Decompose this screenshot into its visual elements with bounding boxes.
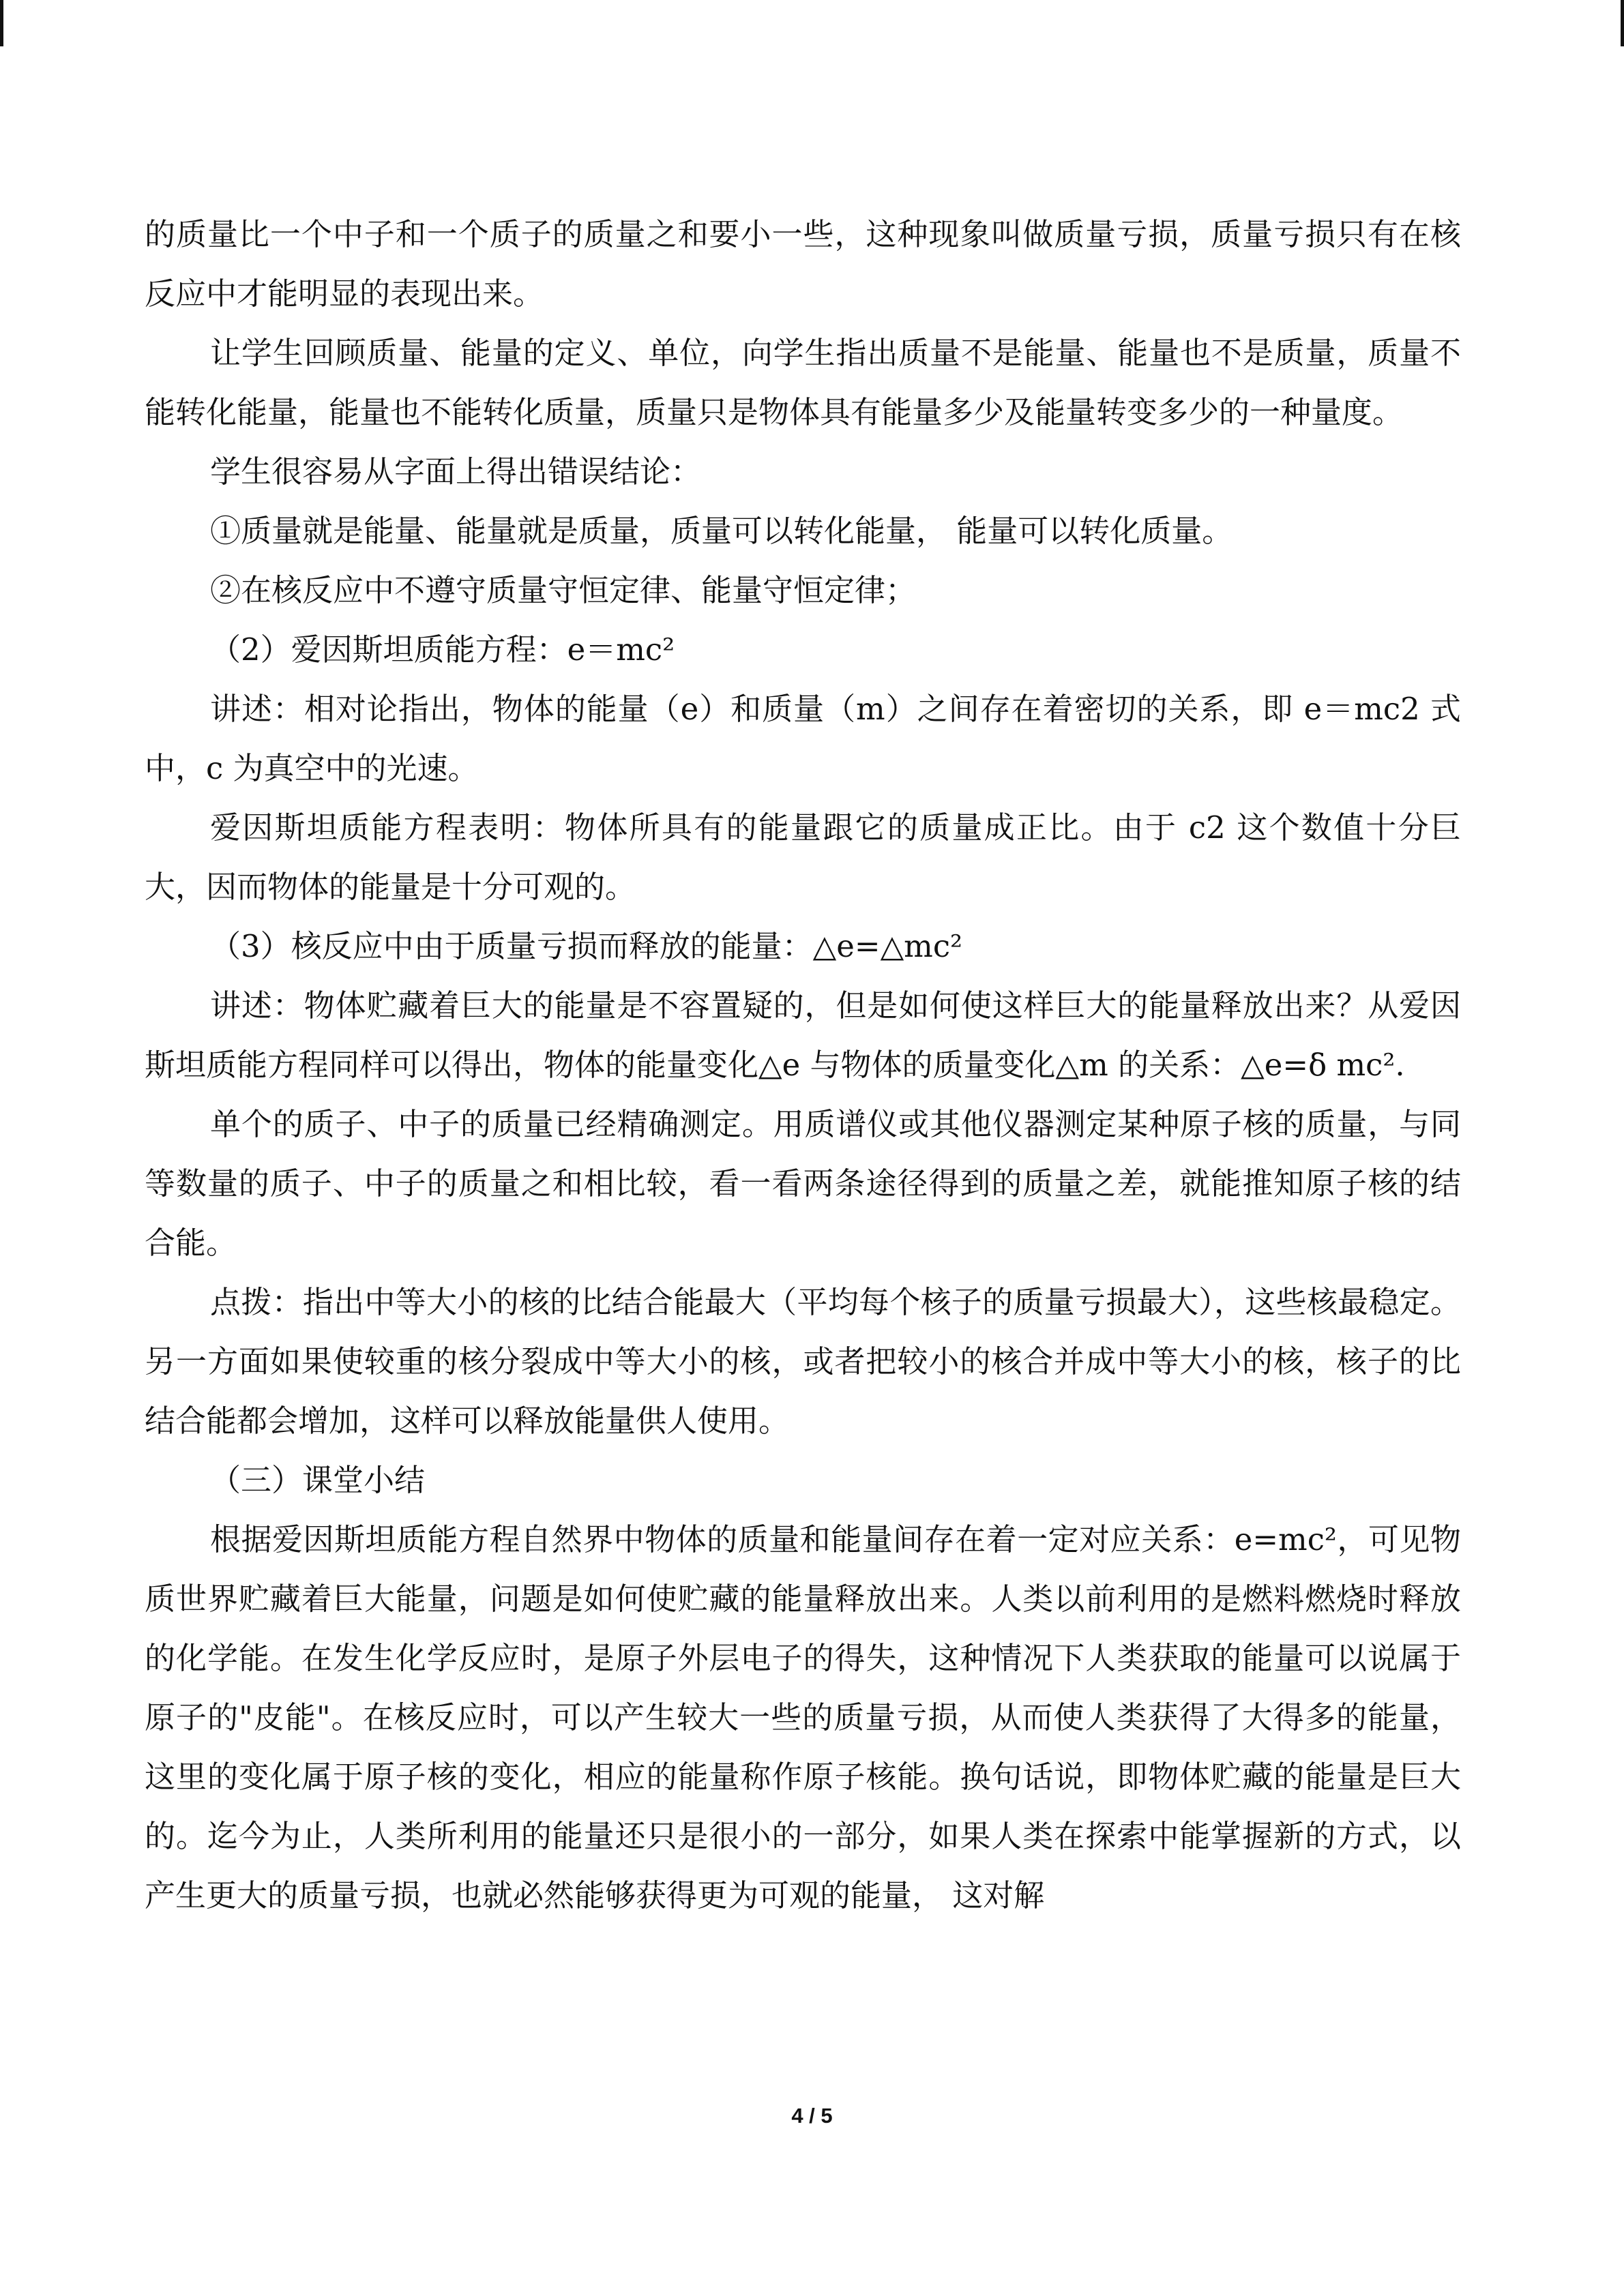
page-number: 4 / 5 <box>791 2104 833 2128</box>
list-item-misconception-2: ②在核反应中不遵守质量守恒定律、能量守恒定律； <box>210 572 917 608</box>
paragraph-misconception-intro: 学生很容易从字面上得出错误结论： <box>210 453 702 490</box>
paragraph-equation-meaning: 爱因斯坦质能方程表明：物体所具有的能量跟它的质量成正比。由于 c2 这个数值十分巨大，因而物体的能量是十分可观的。 <box>145 809 1461 905</box>
paragraph-key-point: 点拨：指出中等大小的核的比结合能最大（平均每个核子的质量亏损最大），这些核最稳定。另一方面如果使较重的核分裂成中等大小的核，或者把较小的核合并成中等大小的核，核子的比结合能都会增加，这样可以释放能量供人使用。 <box>145 1284 1461 1439</box>
paragraph-summary: 根据爱因斯坦质能方程自然界中物体的质量和能量间存在着一定对应关系：e=mc²，可见物质世界贮藏着巨大能量，问题是如何使贮藏的能量释放出来。人类以前利用的是燃料燃烧时释放的化学能。在发生化学反应时，是原子外层电子的得失，这种情况下人类获取的能量可以说属于原子的"皮能"。在核反应时，可以产生较大一些的质量亏损，从而使人类获得了大得多的能量，这里的变化属于原子核的变化，相应的能量称作原子核能。换句话说，即物体贮藏的能量是巨大的。迄今为止，人类所利用的能量还只是很小的一部分，如果人类在探索中能掌握新的方式，以产生更大的质量亏损，也就必然能够获得更为可观的能量， 这对解 <box>145 1521 1461 1913</box>
section-heading-summary: （三）课堂小结 <box>210 1462 426 1498</box>
paragraph-relativity-explanation: 讲述：相对论指出，物体的能量（e）和质量（m）之间存在着密切的关系，即 e＝mc2 式中，c 为真空中的光速。 <box>145 691 1461 786</box>
paragraph-binding-energy: 单个的质子、中子的质量已经精确测定。用质谱仪或其他仪器测定某种原子核的质量，与同等数量的质子、中子的质量之和相比较，看一看两条途径得到的质量之差，就能推知原子核的结合能。 <box>145 1106 1461 1261</box>
section-heading-released-energy: （3）核反应中由于质量亏损而释放的能量：△e=△mc² <box>210 928 963 964</box>
list-item-misconception-1: ①质量就是能量、能量就是质量，质量可以转化能量， 能量可以转化质量。 <box>210 513 1233 549</box>
paragraph-energy-release: 讲述：物体贮藏着巨大的能量是不容置疑的，但是如何使这样巨大的能量释放出来？从爱因斯坦质能方程同样可以得出，物体的能量变化△e 与物体的质量变化△m 的关系：△e=δ mc². <box>145 987 1461 1083</box>
section-heading-einstein-equation: （2）爱因斯坦质能方程：e＝mc² <box>210 631 675 668</box>
paragraph-continuation: 的质量比一个中子和一个质子的质量之和要小一些，这种现象叫做质量亏损，质量亏损只有在核反应中才能明显的表现出来。 <box>145 216 1461 312</box>
page-corner-mark-right <box>1621 0 1624 46</box>
page-corner-mark-left <box>0 0 3 46</box>
document-body <box>145 205 1461 1925</box>
paragraph-mass-energy-definitions: 让学生回顾质量、能量的定义、单位，向学生指出质量不是能量、能量也不是质量，质量不能转化能量，能量也不能转化质量，质量只是物体具有能量多少及能量转变多少的一种量度。 <box>145 335 1461 430</box>
